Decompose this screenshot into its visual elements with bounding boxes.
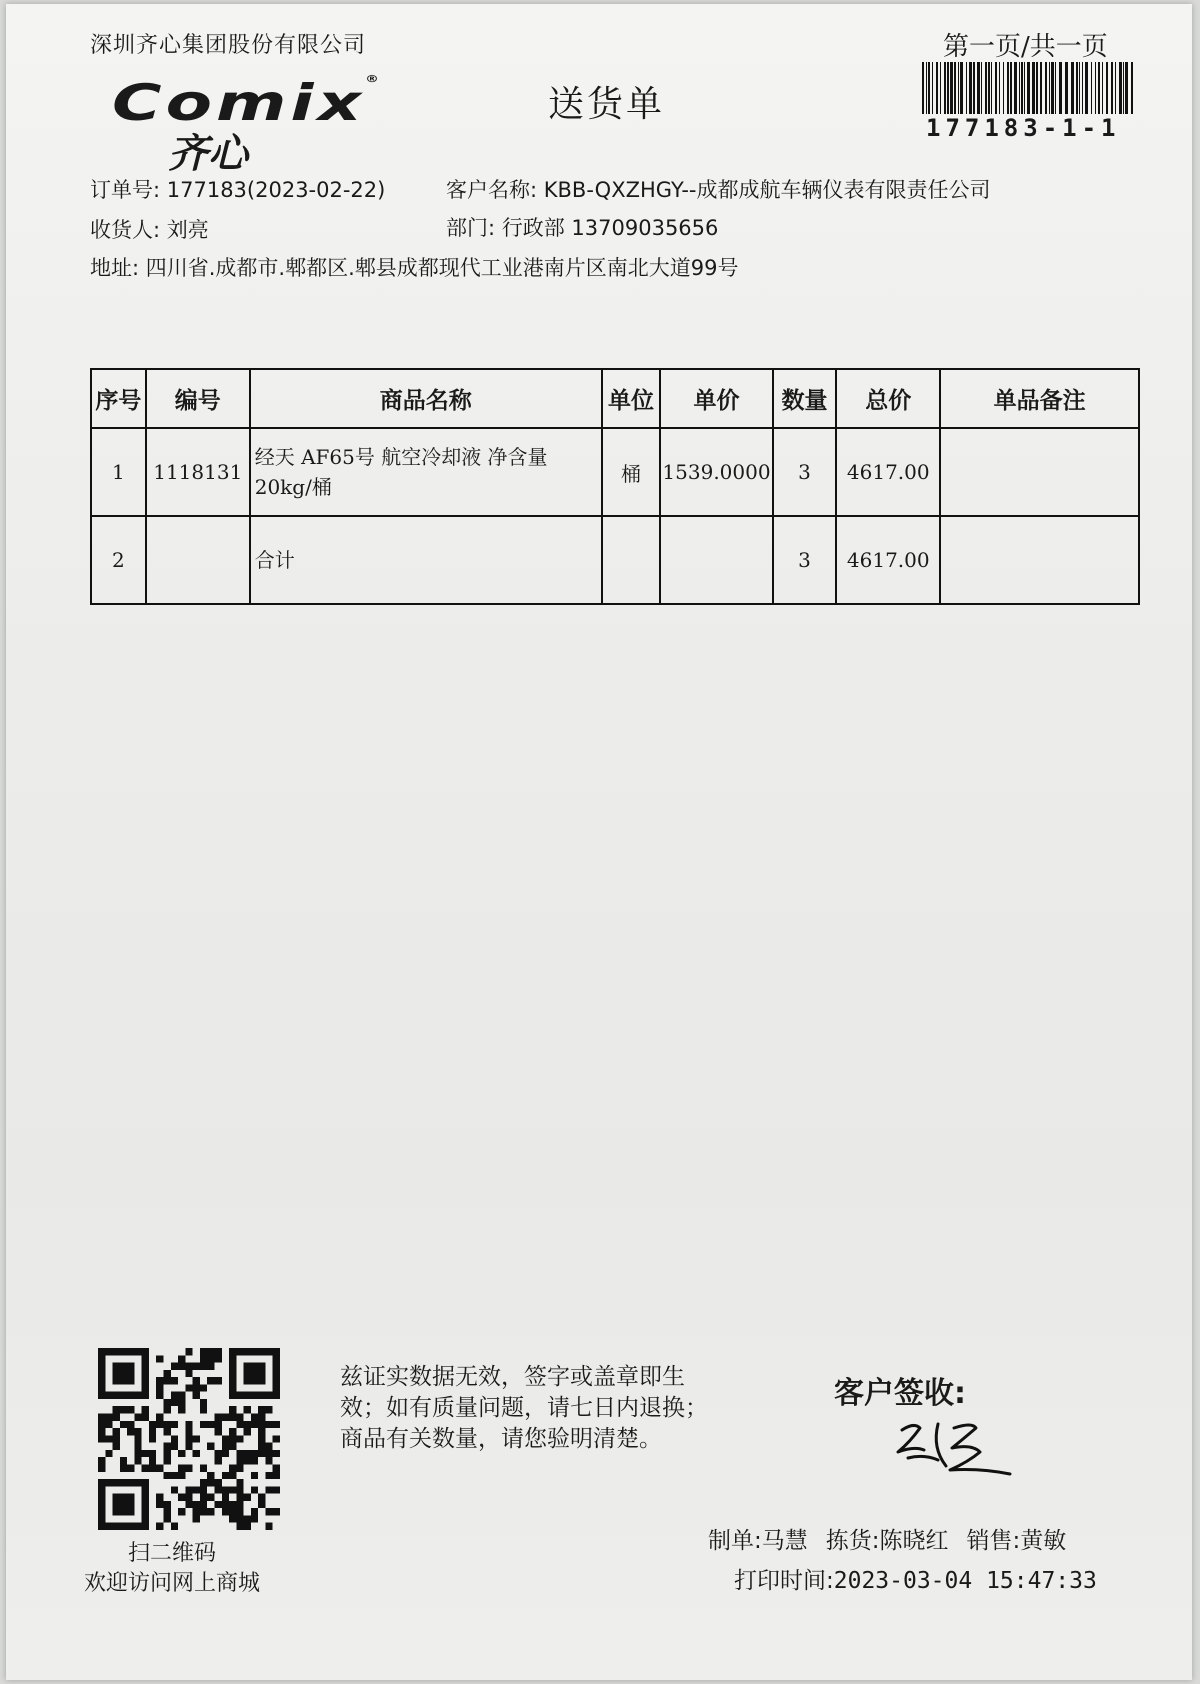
notice-text [340,1362,708,1455]
logo-comix: Comix® [112,74,383,132]
order-number: 订单号: 177183(2023-02-22) [90,178,386,202]
receiver: 收货人: 刘亮 [90,218,209,242]
cell-price: 1539.0000 [660,428,772,516]
cell-total: 4617.00 [836,428,940,516]
picker: 拣货:陈晓红 [825,1528,949,1554]
print-time [734,1562,1097,1595]
address: 地址: 四川省.成都市.郫都区.郫县成都现代工业港南片区南北大道99号 [90,256,739,280]
col-header-total: 总价 [836,369,940,428]
cell-name: 经天 AF65号 航空冷却液 净含量20kg/桶 [250,428,602,516]
cell-qty: 3 [773,428,837,516]
maker: 制单:马慧 [708,1528,808,1554]
signature-icon [880,1408,1030,1480]
notice-line: 效；如有质量问题，请七日内退换； [340,1395,708,1421]
cell-unit [602,516,661,604]
seller: 销售:黄敏 [966,1528,1067,1554]
barcode-icon [922,62,1136,114]
cell-note [940,516,1139,604]
customer-name: 客户名称: KBB-QXZHGY--成都成航车辆仪表有限责任公司 [446,178,991,202]
cell-qty: 3 [773,516,837,604]
cell-code: 1118131 [146,428,250,516]
print-time-value: 2023-03-04 15:47:33 [833,1568,1097,1594]
table-row [91,428,1139,516]
notice-line: 兹证实数据无效，签字或盖章即生 [340,1364,685,1390]
document-title: 送货单 [548,84,666,125]
print-time-label: 打印时间: [734,1568,834,1594]
col-header-code: 编号 [146,369,250,428]
notice-line: 商品有关数量，请您验明清楚。 [340,1426,662,1452]
customer-sign-label: 客户签收: [834,1376,966,1411]
table-header-row [91,369,1139,428]
col-header-seq: 序号 [91,369,146,428]
qr-code-icon [98,1348,280,1530]
col-header-name: 商品名称 [250,369,602,428]
col-header-unit: 单位 [602,369,661,428]
page-info: 第一页/共一页 [943,32,1108,62]
cell-name: 合计 [250,516,602,604]
cell-note [940,428,1139,516]
cell-seq: 2 [91,516,146,604]
staff-line [708,1522,1084,1555]
company-name: 深圳齐心集团股份有限公司 [90,33,367,58]
col-header-note: 单品备注 [940,369,1139,428]
barcode-number: 177183-1-1 [926,114,1121,142]
table-row [91,516,1139,604]
qr-caption-mall: 欢迎访问网上商城 [84,1571,261,1596]
col-header-qty: 数量 [773,369,837,428]
col-header-price: 单价 [660,369,772,428]
cell-unit: 桶 [602,428,661,516]
cell-code [146,516,250,604]
items-table [90,368,1140,605]
qr-caption: 扫二维码 [128,1541,217,1566]
cell-seq: 1 [91,428,146,516]
department: 部门: 行政部 13709035656 [446,216,719,240]
logo-qixin: 齐心 [168,131,248,177]
cell-total: 4617.00 [836,516,940,604]
cell-price [660,516,772,604]
